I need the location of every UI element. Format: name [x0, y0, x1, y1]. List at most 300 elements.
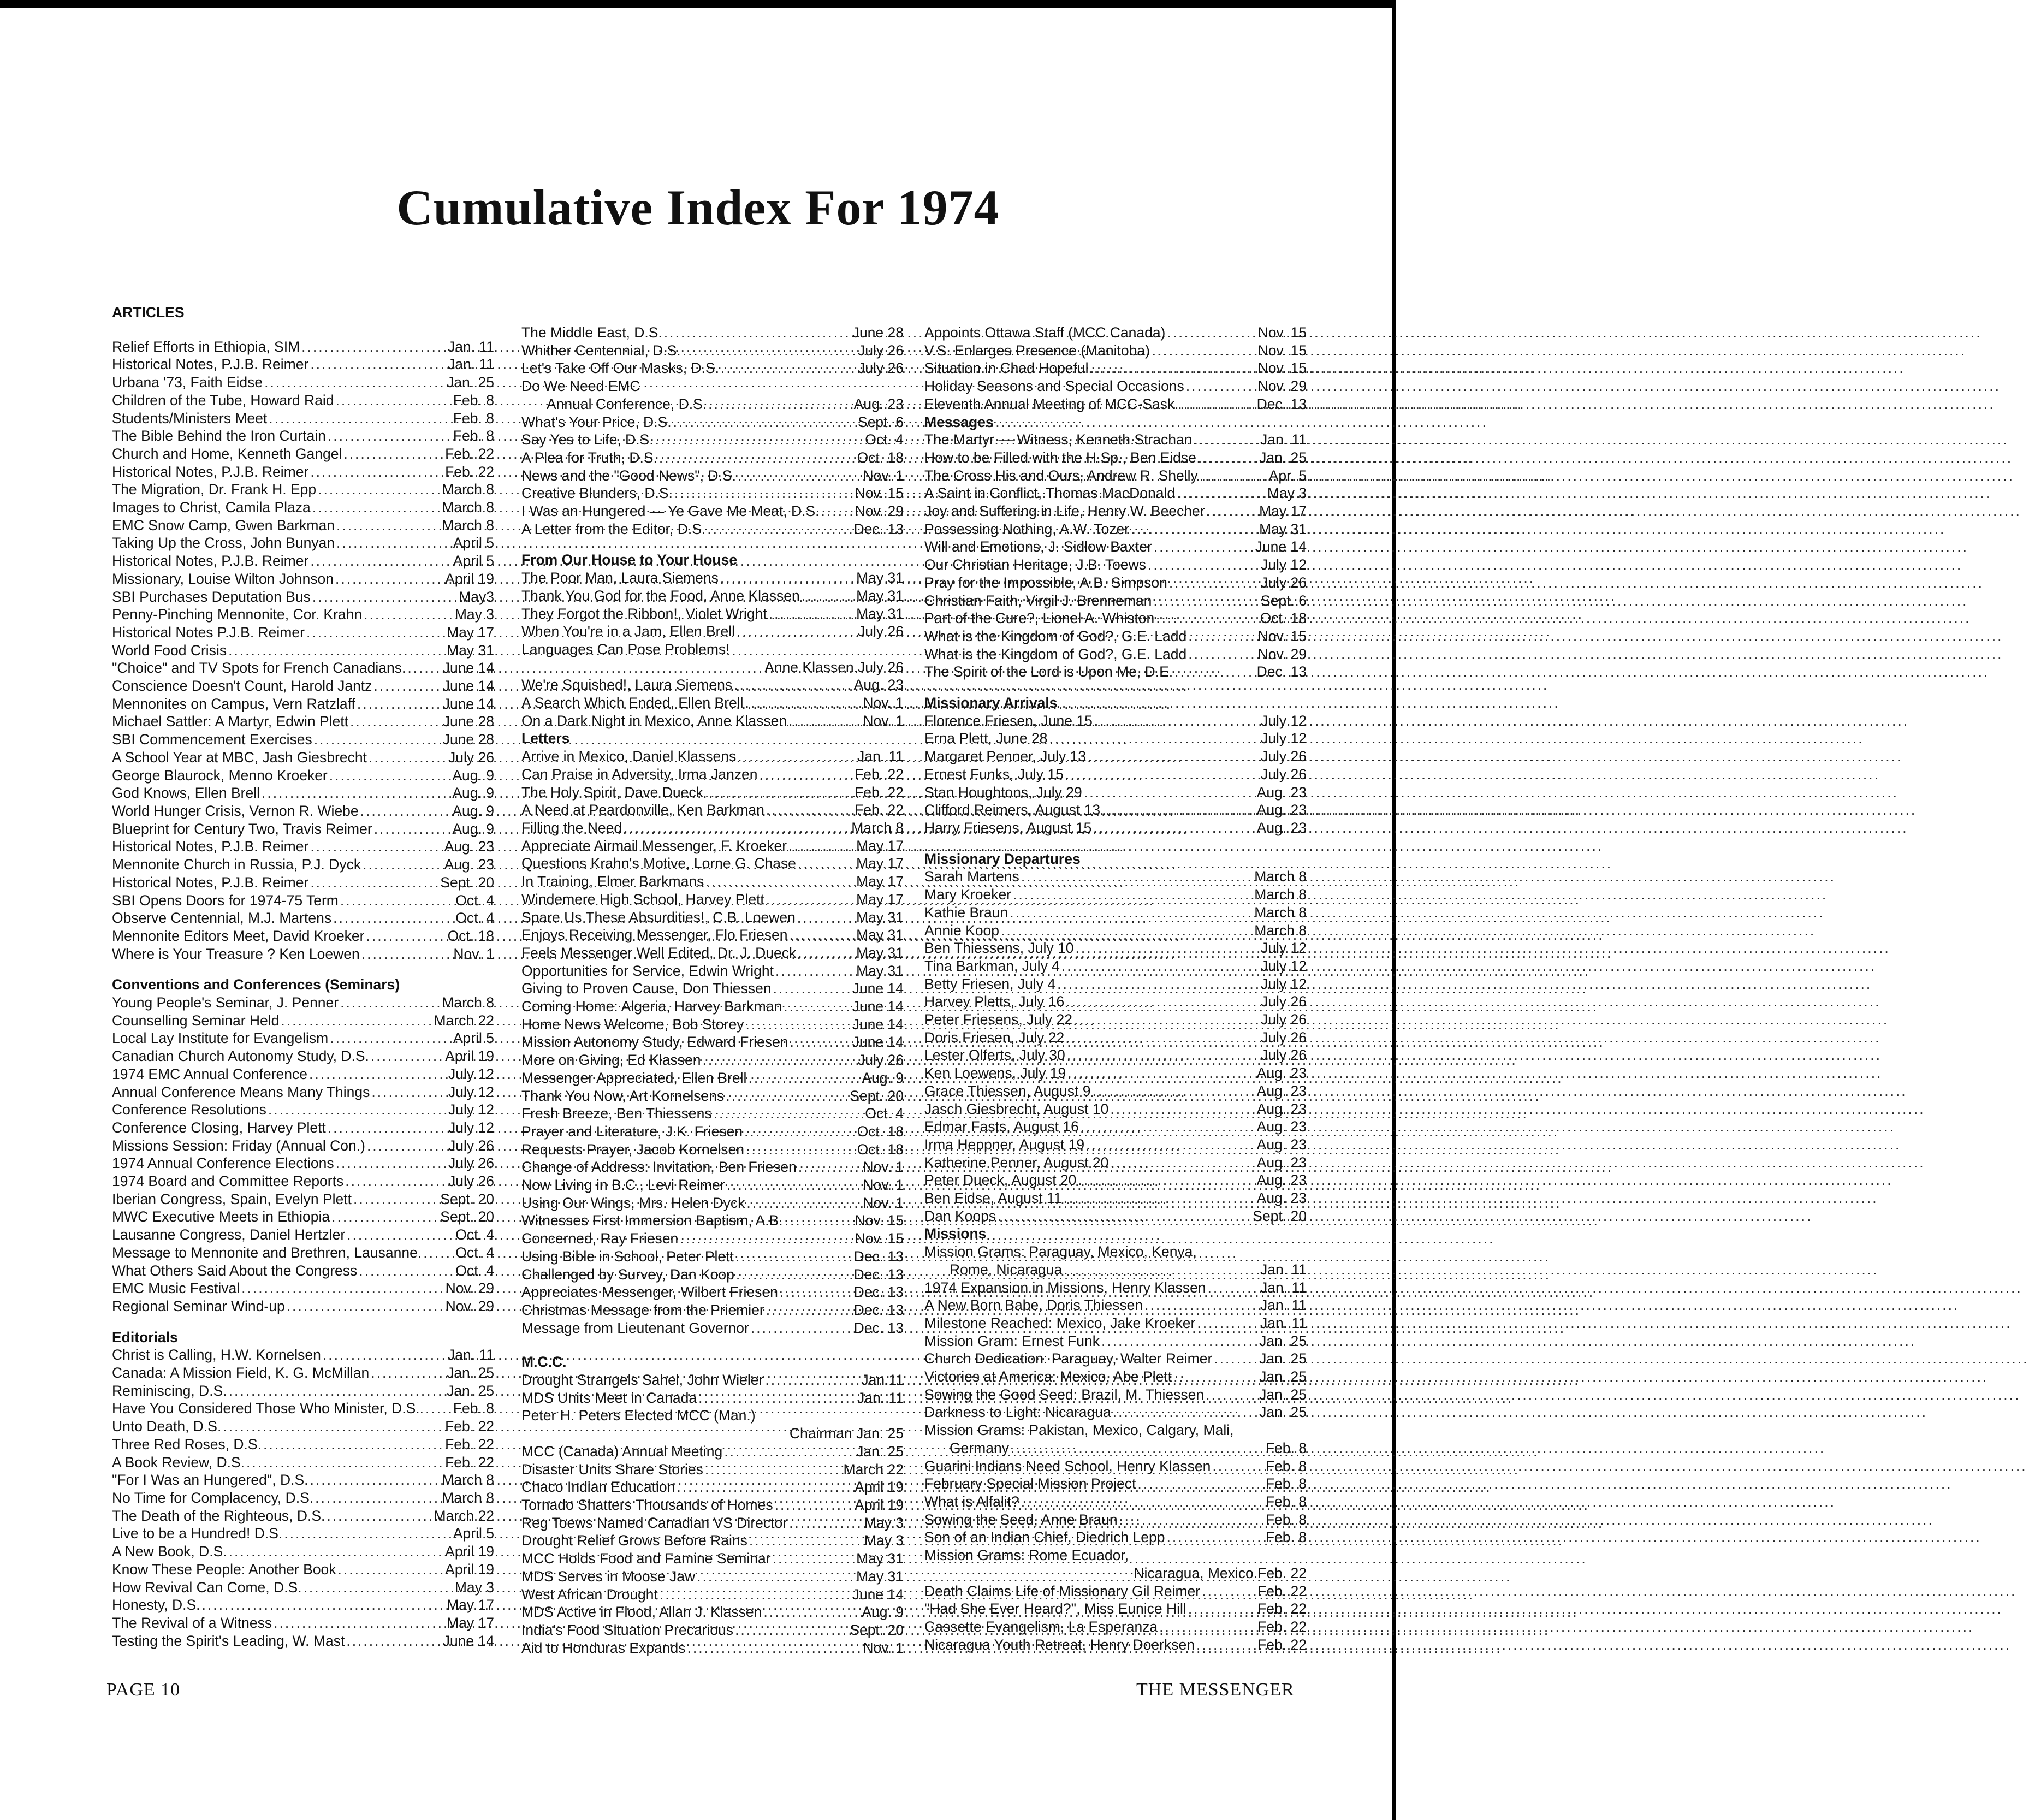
- entry-date: April 5: [453, 553, 494, 570]
- entry-date: July 26: [858, 623, 904, 640]
- index-entry: [112, 1436, 494, 1454]
- index-entry: [112, 1297, 494, 1315]
- entry-title: Irma Heppner, August 19: [924, 1136, 1085, 1153]
- entry-list: [924, 1582, 1307, 1654]
- entry-date: Jan. 11: [1260, 1314, 1307, 1331]
- entry-title: Canadian Church Autonomy Study, D.S.: [112, 1048, 369, 1065]
- index-entry: [112, 945, 494, 963]
- dot-leader: [345, 1226, 455, 1244]
- entry-list: [521, 569, 904, 641]
- entry-title: Honesty, D.S.: [112, 1597, 200, 1614]
- entry-date: June 28: [442, 713, 494, 730]
- dot-leader: [263, 374, 447, 392]
- index-entry: [112, 1346, 494, 1364]
- dot-leader: [778, 1283, 854, 1301]
- entry-date: May 3: [864, 1532, 904, 1549]
- entry-title: Edmar Fasts, August 16: [924, 1118, 1079, 1135]
- index-entry: [521, 1461, 904, 1479]
- entry-date: Jan. 25: [447, 1365, 494, 1382]
- entry-title: Nicaragua Youth Retreat, Henry Doerksen: [924, 1636, 1195, 1653]
- index-entry: [521, 1568, 904, 1586]
- top-border-rule: [0, 0, 1396, 8]
- entry-title: Church and Home, Kenneth Gangel: [112, 445, 342, 462]
- entry-date: June 14: [1255, 538, 1307, 555]
- entry-title: Reg Toews Named Canadian VS Director: [521, 1514, 788, 1531]
- dot-leader: [1009, 1439, 1266, 1457]
- entry-date: July 26: [1261, 1011, 1307, 1028]
- entry-title: Mennonite Editors Meet, David Kroeker: [112, 927, 365, 944]
- entry-title: Mennonites on Campus, Vern Ratzlaff: [112, 695, 355, 712]
- entry-date: Oct. 4: [455, 1262, 494, 1279]
- entry-date: Feb. 8: [1265, 1493, 1307, 1510]
- entry-date: March 22: [434, 1507, 494, 1524]
- entry-title: The Revival of a Witness: [112, 1614, 272, 1631]
- index-entry: [521, 998, 904, 1016]
- entry-title: Three Red Roses, D.S.: [112, 1436, 262, 1453]
- entry-date: Jan. 25: [1259, 1386, 1307, 1403]
- entry-title: A Book Review, D.S.: [112, 1454, 245, 1471]
- index-entry: [521, 1550, 904, 1568]
- dot-leader: [302, 1579, 455, 1597]
- index-entry: [112, 731, 494, 749]
- entry-title: 1974 Annual Conference Elections: [112, 1155, 334, 1172]
- index-entry: [112, 1454, 494, 1472]
- dot-leader: [357, 1262, 455, 1280]
- dot-leader: [342, 445, 445, 463]
- index-entry: [521, 748, 904, 766]
- index-entry: [112, 1029, 494, 1047]
- entry-title: MDS Active in Flood, Allan J. Klassen: [521, 1604, 762, 1621]
- entry-date: Oct. 4: [865, 431, 904, 448]
- entry-date: Nov. 1: [863, 1194, 904, 1211]
- dot-leader: [622, 819, 851, 837]
- index-entry: [924, 538, 1307, 556]
- entry-title: Missions Session: Friday (Annual Con.): [112, 1137, 365, 1154]
- entry-title: Christmas Message from the Priemier: [521, 1301, 764, 1318]
- index-entry: [112, 1119, 494, 1137]
- dot-leader: [311, 588, 459, 606]
- index-entry: [112, 659, 494, 677]
- entry-date: Dec. 13: [853, 1266, 904, 1283]
- dot-leader: [1100, 1332, 1259, 1350]
- index-entry: [924, 1332, 1307, 1350]
- index-entry: [112, 838, 494, 856]
- dot-leader: [1082, 784, 1257, 802]
- entry-title: The Middle East, D.S.: [521, 324, 662, 341]
- entry-date: Apr. 5: [1268, 467, 1307, 484]
- entry-date: Nov. 15: [1257, 627, 1307, 644]
- entry-date: Oct. 4: [455, 910, 494, 927]
- entry-date: July 26: [858, 342, 904, 359]
- index-entry: [112, 481, 494, 499]
- entry-title: Situation in Chad Hopeful: [924, 360, 1089, 377]
- entry-title: Change of Address: Invitation, Ben Friesen: [521, 1159, 797, 1176]
- index-entry: [112, 1012, 494, 1030]
- index-entry: [924, 1136, 1307, 1154]
- dot-leader: [1206, 1279, 1260, 1297]
- index-entry: [521, 1478, 904, 1496]
- entry-date: Feb. 22: [1257, 1600, 1307, 1617]
- index-entry: [924, 748, 1307, 766]
- section-mcc: [521, 1353, 904, 1657]
- entry-title: How to be Filled with the H.Sp., Ben Eidse: [924, 449, 1196, 466]
- dot-leader: [763, 1371, 861, 1389]
- index-entry: [112, 552, 494, 570]
- dot-leader: [1150, 342, 1258, 360]
- entry-title: The Spirit of the Lord is Upon Me, D.E.: [924, 663, 1173, 680]
- entry-date: Feb. 8: [453, 410, 494, 426]
- entry-date: Jan. 11: [448, 356, 494, 373]
- entry-title: Possessing Nothing, A.W. Tozer: [924, 520, 1130, 537]
- entry-title: Relief Efforts in Ethiopia, SIM: [112, 338, 300, 355]
- entry-title: Disaster Units Share Stories: [521, 1461, 703, 1478]
- dot-leader: [245, 1454, 445, 1472]
- index-entry: [924, 784, 1307, 802]
- index-entry: [521, 909, 904, 927]
- dot-leader: [796, 855, 856, 873]
- entry-date: Nov. 1: [453, 945, 494, 962]
- entry-title: God Knows, Ellen Brell: [112, 785, 260, 802]
- entry-date: March 8: [1254, 922, 1307, 939]
- entry-title: Images to Christ, Camila Plaza: [112, 499, 311, 516]
- dot-leader: [422, 1244, 455, 1262]
- entry-date: July 12: [448, 1083, 494, 1100]
- section-heading: M.C.C.: [521, 1354, 567, 1371]
- index-entry: [112, 1507, 494, 1525]
- index-entry: [112, 1226, 494, 1244]
- entry-date: Oct. 18: [857, 1141, 904, 1158]
- entry-date: April 19: [445, 1048, 494, 1065]
- dot-leader: [335, 534, 453, 552]
- dot-leader: [305, 624, 447, 642]
- index-entry: [924, 1011, 1307, 1029]
- entry-title: MWC Executive Meets in Ethiopia: [112, 1208, 330, 1225]
- dot-leader: [1175, 484, 1267, 502]
- index-entry: [924, 904, 1307, 922]
- entry-list: [521, 413, 904, 538]
- dot-leader: [308, 838, 444, 856]
- entry-date: July 12: [1261, 940, 1307, 957]
- entry-date: Aug. 9: [452, 785, 494, 802]
- dot-leader: [800, 587, 856, 605]
- dot-leader: [1173, 663, 1257, 681]
- index-entry: [521, 980, 904, 998]
- entry-date: Feb. 22: [445, 463, 494, 480]
- dot-leader: [1108, 1100, 1256, 1118]
- index-entry: [521, 467, 904, 485]
- entry-title: How Revival Can Come, D.S.: [112, 1579, 302, 1596]
- dot-leader: [1152, 592, 1261, 610]
- entry-title: Missionary, Louise Wilton Johnson: [112, 570, 334, 587]
- entry-date: Aug. 9: [862, 1069, 904, 1086]
- index-entry: [924, 377, 1307, 395]
- index-entry: [521, 1496, 904, 1514]
- index-entry: [112, 994, 494, 1012]
- entry-title: Filling the Need: [521, 819, 622, 836]
- entry-date: April 19: [445, 1561, 494, 1578]
- section-editorials-continued: [521, 324, 904, 538]
- entry-date: March 22: [843, 1461, 904, 1478]
- entry-title: A Plea for Truth, D.S.: [521, 449, 657, 466]
- entry-title: SBI Opens Doors for 1974-75 Term: [112, 892, 339, 909]
- dot-leader: [782, 998, 852, 1016]
- entry-title: Observe Centennial, M.J. Martens: [112, 910, 332, 927]
- entry-title: When You're in a Jam, Ellen Brell: [521, 623, 735, 640]
- entry-title: The Holy Spirit, Dave Dueck: [521, 784, 703, 801]
- index-entry: [924, 1189, 1307, 1207]
- dot-leader: [735, 623, 858, 641]
- dot-leader: [772, 980, 852, 998]
- entry-date: July 26: [1261, 766, 1307, 782]
- section-missionary-arrivals: [924, 694, 1307, 837]
- dot-leader: [1072, 1011, 1261, 1029]
- dot-leader: [725, 1176, 863, 1194]
- entry-date: Jan. 25: [447, 1382, 494, 1399]
- index-entry: [112, 588, 494, 606]
- index-entry: [112, 1525, 494, 1543]
- dot-leader: [787, 837, 856, 855]
- index-entry: [521, 926, 904, 944]
- entry-title: Thank You God for the Food, Anne Klassen: [521, 587, 800, 604]
- index-entry: [112, 1489, 494, 1507]
- entry-title: Our Christian Heritage, J.B. Toews: [924, 556, 1147, 573]
- dot-leader: [1061, 1189, 1256, 1207]
- entry-date: May 17: [856, 837, 904, 854]
- dot-leader: [678, 1230, 855, 1248]
- entry-title: Pray for the Impossible, A.B. Simpson: [924, 574, 1167, 591]
- entry-date: Feb. 22: [445, 445, 494, 462]
- dot-leader: [406, 659, 442, 677]
- entry-title: Blueprint for Century Two, Travis Reimer: [112, 820, 372, 837]
- index-entry: [112, 355, 494, 374]
- index-entry: [924, 395, 1307, 413]
- entry-date: July 26: [858, 1052, 904, 1069]
- dot-leader: [705, 520, 853, 538]
- entry-title: Thank You Now, Art Kornelsens: [521, 1087, 725, 1104]
- entry-title: Christian Faith, Virgil J. Brenneman: [924, 592, 1152, 609]
- page-number: PAGE 10: [106, 1680, 181, 1700]
- dot-leader: [1108, 1154, 1256, 1172]
- entry-date: Jan. 25: [1259, 1332, 1307, 1349]
- entry-date: July 12: [1261, 556, 1307, 573]
- dot-leader: [796, 944, 856, 962]
- entry-title: Milestone Reached: Mexico, Jake Kroeker: [924, 1314, 1196, 1331]
- dot-leader: [424, 1400, 453, 1418]
- index-entry: [521, 1194, 904, 1212]
- index-entry: [924, 556, 1307, 574]
- index-entry: [924, 663, 1307, 681]
- entry-title: MDS Units Meet in Canada: [521, 1389, 697, 1406]
- entry-title: Conscience Doesn't Count, Harold Jantz: [112, 678, 372, 695]
- entry-date: April 19: [855, 1479, 904, 1496]
- dot-leader: [372, 820, 453, 838]
- index-entry: [521, 1033, 904, 1051]
- index-entry: [112, 445, 494, 463]
- entry-title: Historical Notes, P.J.B. Reimer: [112, 463, 309, 480]
- index-entry: [924, 1582, 1307, 1600]
- entry-date: Jan. 11: [1260, 431, 1307, 448]
- entry-title: Katherine Penner, August 20: [924, 1154, 1109, 1171]
- index-entry: [112, 820, 494, 838]
- entry-date: Oct. 4: [455, 1226, 494, 1243]
- dot-leader: [227, 1543, 446, 1561]
- entry-list: [924, 868, 1307, 1225]
- index-entry: [521, 1212, 904, 1230]
- section-missions: [924, 1225, 1307, 1653]
- index-entry: [924, 627, 1307, 645]
- dot-leader: [308, 355, 448, 374]
- index-entry: [521, 1389, 904, 1407]
- dot-leader: [345, 1632, 442, 1650]
- index-entry: [924, 1279, 1307, 1297]
- entry-title: Using Our Wings, Mrs. Helen Dyck: [521, 1194, 745, 1211]
- entry-title: Can Praise in Adversity, Irma Janzen: [521, 766, 758, 782]
- entry-date: May 31: [856, 570, 904, 586]
- entry-date: Feb. 8: [453, 428, 494, 444]
- entry-date: July 26: [448, 749, 494, 766]
- dot-leader: [369, 1364, 447, 1382]
- index-entry: [924, 502, 1307, 520]
- entry-date: June 28: [852, 324, 904, 341]
- dot-leader: [996, 1207, 1253, 1225]
- dot-leader: [1011, 886, 1254, 904]
- entry-date: May 3: [864, 1514, 904, 1531]
- entry-title: Reminiscing, D.S.: [112, 1382, 227, 1399]
- index-entry: [112, 1418, 494, 1436]
- entry-title: Questions Krahn's Motive, Lorne G. Chase: [521, 855, 796, 872]
- entry-title: Enjoys Receiving Messenger, Flo Friesen: [521, 927, 788, 944]
- entry-date: May 31: [856, 909, 904, 926]
- index-entry: [521, 1319, 904, 1337]
- entry-title: Doris Friesen, July 22: [924, 1029, 1065, 1046]
- entry-title: Will and Emotions, J. Sidlow Baxter: [924, 538, 1152, 555]
- dot-leader: [734, 1266, 854, 1284]
- entry-title: We're Squished!, Laura Siemens: [521, 677, 733, 693]
- dot-leader: [1076, 1171, 1256, 1189]
- index-entry: [521, 712, 904, 730]
- entry-title: The Death of the Righteous, D.S.: [112, 1507, 325, 1524]
- entry-date: Aug. 23: [1256, 1154, 1307, 1171]
- entry-title: Students/Ministers Meet: [112, 410, 268, 426]
- entry-date: June 14: [852, 980, 904, 997]
- index-entry: [924, 1046, 1307, 1064]
- entry-list: [924, 1279, 1307, 1422]
- index-entry: [112, 909, 494, 927]
- index-entry: [924, 1350, 1307, 1368]
- entry-date: May 31: [856, 962, 904, 979]
- dot-leader: [221, 1418, 445, 1436]
- section-from-our-house: [521, 551, 904, 730]
- dot-leader: [743, 1123, 857, 1141]
- entry-title: Peter Friesens, July 22: [924, 1011, 1073, 1028]
- index-entry: [924, 1064, 1307, 1082]
- entry-title: "Had She Ever Heard?", Miss Eunice Hill: [924, 1600, 1186, 1617]
- index-entry: [112, 749, 494, 767]
- dot-leader: [672, 413, 858, 431]
- index-entry: [924, 1118, 1307, 1136]
- entry-title: Now Living in B.C., Levi Reimer: [521, 1177, 725, 1194]
- index-entry: [112, 392, 494, 410]
- dot-leader: [311, 499, 442, 517]
- entry-date: Oct. 4: [455, 892, 494, 909]
- entry-title: Clifford Reimers, August 13: [924, 802, 1101, 819]
- dot-leader: [1167, 574, 1261, 592]
- dot-leader: [348, 713, 443, 731]
- section-editorials: [112, 1329, 494, 1650]
- dot-leader: [266, 1101, 448, 1119]
- dot-leader: [658, 1586, 852, 1604]
- entry-title: Home News Welcome, Bob Storey: [521, 1016, 744, 1033]
- entry-title: Appreciates Messenger, Wilbert Friesen: [521, 1284, 778, 1301]
- index-entry: [521, 1248, 904, 1266]
- dot-leader: [326, 1119, 448, 1137]
- entry-title: World Food Crisis: [112, 642, 227, 659]
- dot-leader: [662, 324, 852, 342]
- index-entry: [924, 1475, 1307, 1493]
- dot-leader: [362, 606, 455, 624]
- dot-leader: [773, 1496, 855, 1514]
- dot-leader: [279, 1012, 434, 1030]
- index-entry: [521, 395, 904, 413]
- dot-leader: [712, 1105, 865, 1123]
- multi-line-entry-line: Languages Can Pose Problems!: [521, 641, 730, 657]
- entry-title: Appoints Ottawa Staff (MCC Canada): [924, 324, 1166, 341]
- entry-date: Aug. 23: [1256, 784, 1307, 801]
- dot-leader: [1204, 1386, 1259, 1404]
- section-missionary-departures: [924, 850, 1307, 1225]
- entry-date: Aug. 9: [452, 802, 494, 819]
- entry-date: July 12: [448, 1119, 494, 1136]
- entry-title: Historical Notes, P.J.B. Reimer: [112, 874, 309, 891]
- entry-title: Death Claims Life of Missionary Gil Reimer: [924, 1582, 1201, 1599]
- dot-leader: [227, 642, 447, 660]
- entry-title: I Was an Hungered — Ye Gave Me Meat, D.S.: [521, 503, 820, 520]
- dot-leader: [1192, 431, 1260, 449]
- dot-leader: [1111, 1403, 1259, 1421]
- dot-leader: [1047, 730, 1261, 748]
- entry-date: March 8: [442, 499, 494, 516]
- index-entry: [521, 1016, 904, 1034]
- index-entry: [112, 856, 494, 874]
- dot-leader: [783, 1212, 855, 1230]
- entry-title: Know These People: Another Book: [112, 1561, 336, 1578]
- entry-date: Feb. 8: [1265, 1457, 1307, 1474]
- entry-date: Aug. 9: [452, 820, 494, 837]
- dot-leader: [1186, 627, 1257, 645]
- entry-title: A School Year at MBC, Jash Giesbrecht: [112, 749, 367, 766]
- entry-date: July 26: [1261, 993, 1307, 1010]
- index-entry: [112, 1614, 494, 1632]
- dot-leader: [774, 962, 856, 980]
- dot-leader: [719, 569, 856, 587]
- index-entry: [924, 712, 1307, 730]
- entry-title: 1974 EMC Annual Conference: [112, 1065, 307, 1082]
- entry-date: May3: [459, 588, 494, 605]
- dot-leader: [365, 927, 448, 945]
- entry-title: EMC Music Festival: [112, 1280, 240, 1297]
- entry-date: Sept. 20: [850, 1621, 904, 1638]
- dot-leader: [675, 1478, 855, 1496]
- index-entry: [112, 713, 494, 731]
- index-entry: [521, 1283, 904, 1301]
- index-entry: [521, 944, 904, 962]
- index-entry: [924, 1600, 1307, 1618]
- entry-title: News and the "Good News", D.S.: [521, 467, 736, 484]
- dot-leader: [734, 1248, 854, 1266]
- entry-date: June 14: [442, 1632, 494, 1649]
- index-entry: [924, 1636, 1307, 1654]
- entry-date: Feb. 8: [1265, 1529, 1307, 1546]
